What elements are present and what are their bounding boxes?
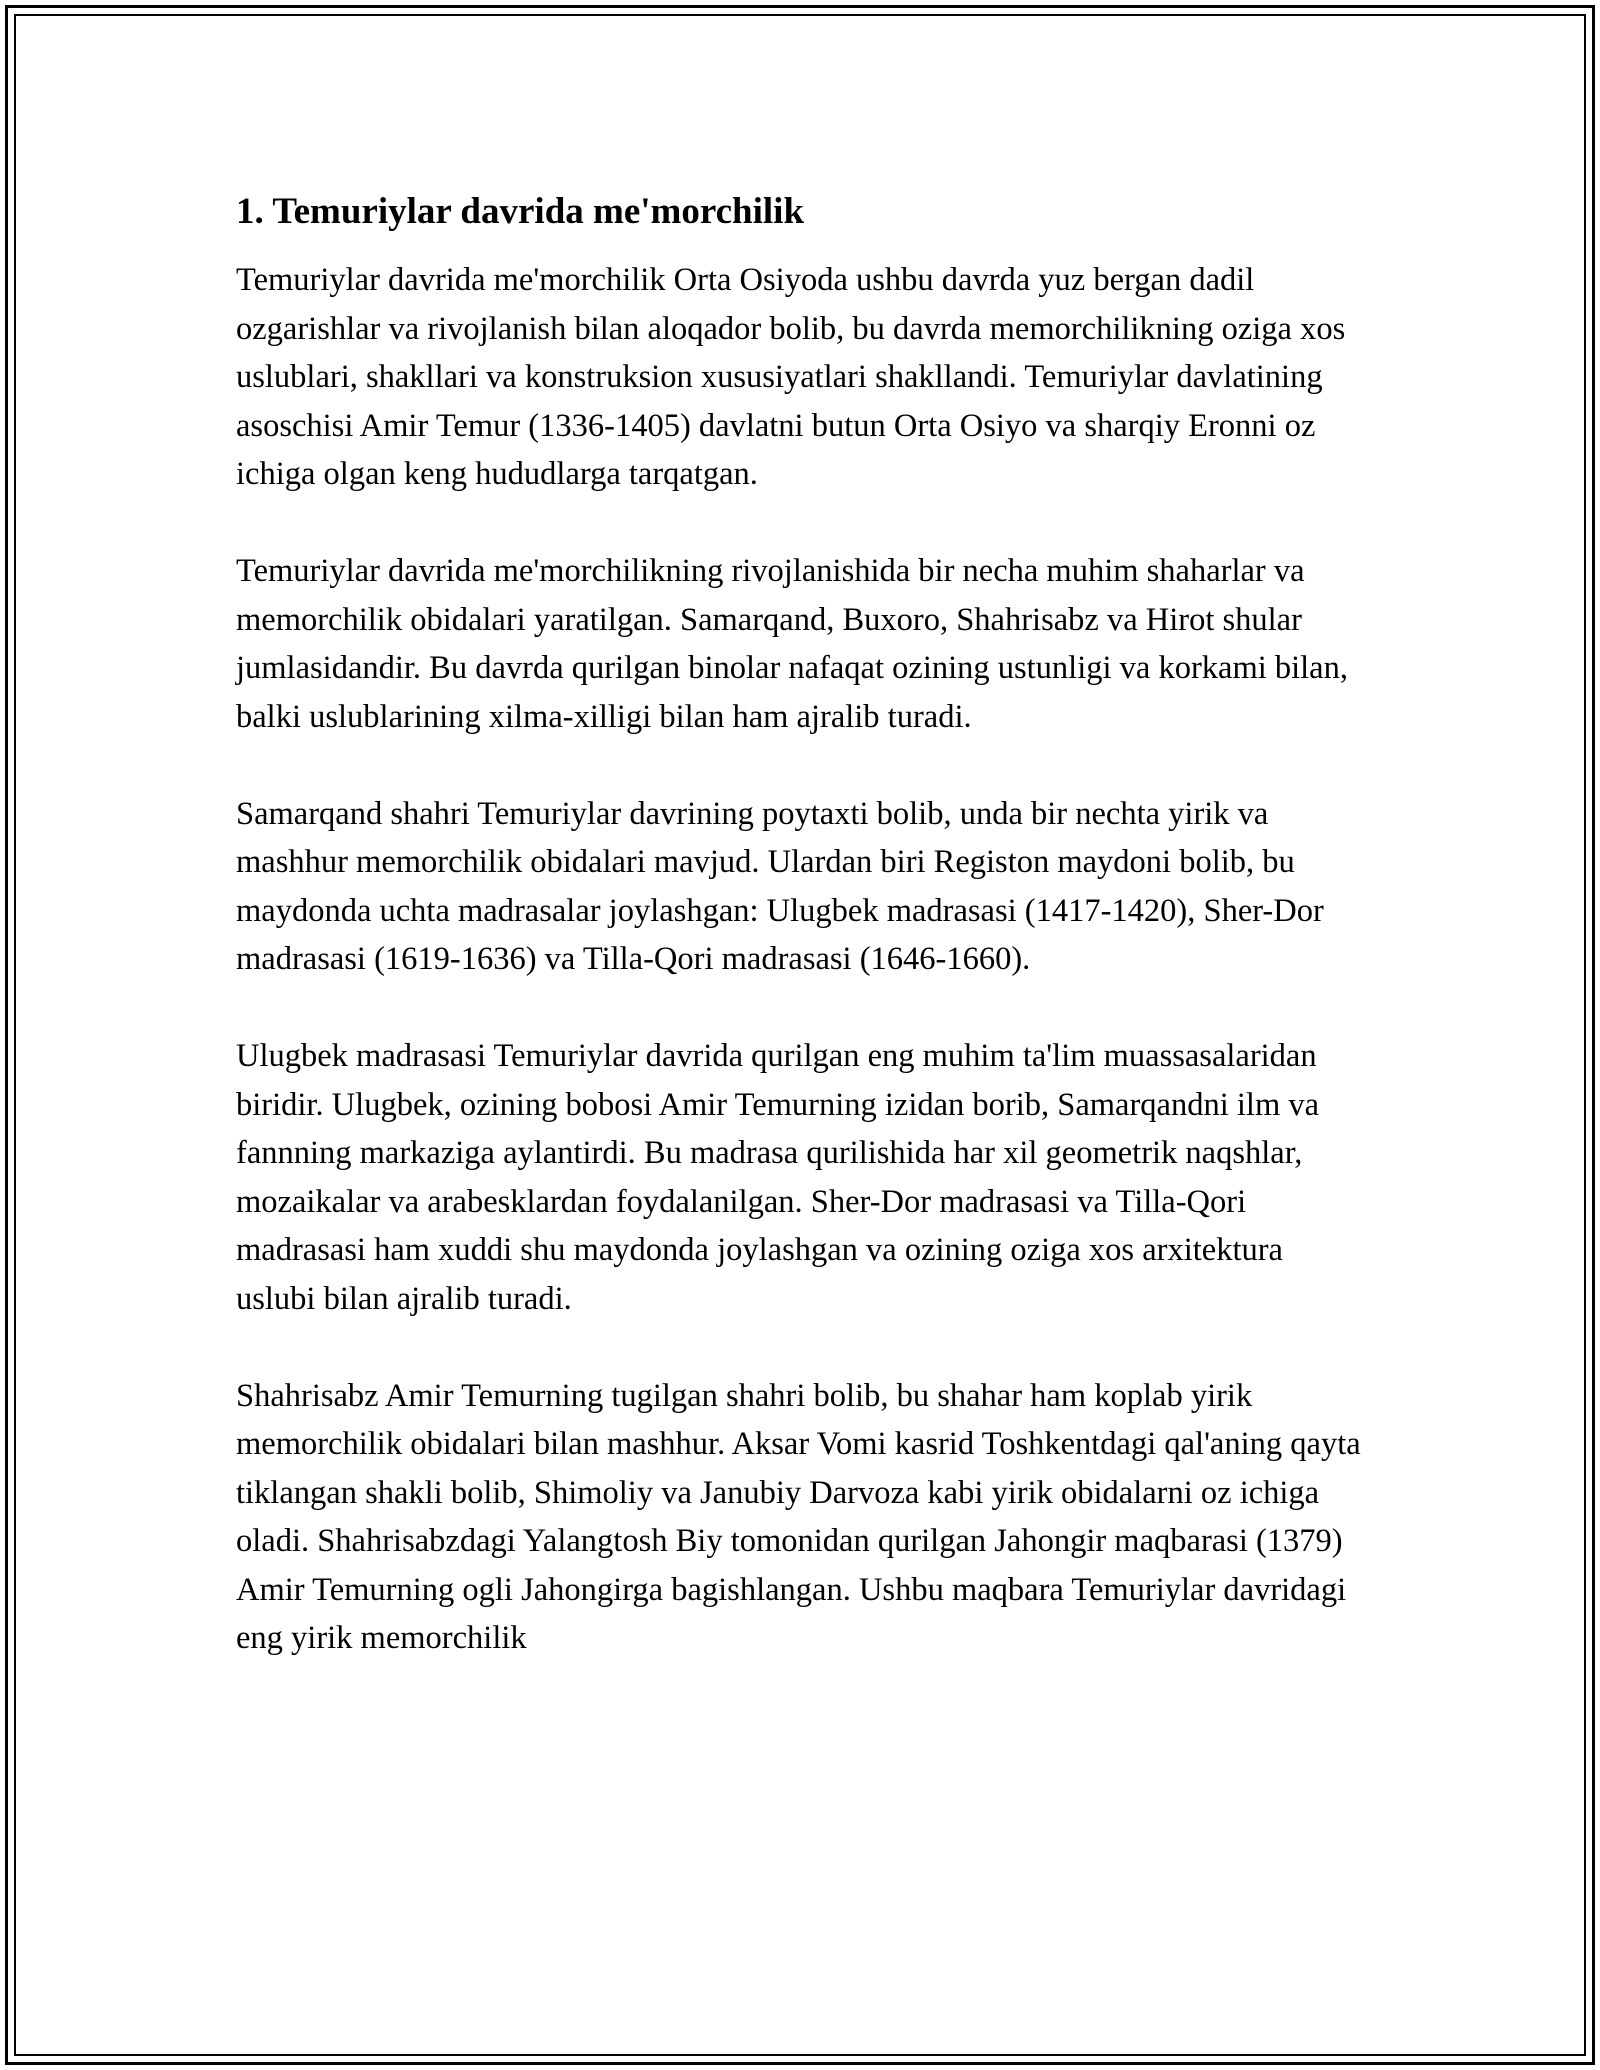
paragraph-2: Temuriylar davrida me'morchilikning rivojlanishida bir necha muhim shaharlar va memorchilik obidalari yaratilgan. Samarqand, Buxoro, Shahrisabz va Hirot shular jumlasidandir. Bu davrda qurilgan binolar nafaqat ozining ustunligi va korkami bilan, balki uslublarining xilma-xilligi bilan ham ajralib turadi. bbox=[236, 553, 1348, 735]
section-heading: 1. Temuriylar davrida me'morchilik bbox=[236, 191, 805, 232]
paragraph-3: Samarqand shahri Temuriylar davrining poytaxti bolib, unda bir nechta yirik va mashhur memorchilik obidalari mavjud. Ulardan biri Registon maydoni bolib, bu maydonda uchta madrasalar joylashgan: Ulugbek madrasasi (1417-1420), Sher-Dor madrasasi (1619-1636) va Tilla-Qori madrasasi (1646-1660). bbox=[236, 795, 1324, 977]
document-body bbox=[236, 188, 1366, 1711]
paragraph-4: Ulugbek madrasasi Temuriylar davrida qurilgan eng muhim ta'lim muassasalaridan biridir. Ulugbek, ozining bobosi Amir Temurning izidan borib, Samarqandni ilm va fannning markaziga aylantirdi. Bu madrasa qurilishida har xil geometrik naqshlar, mozaikalar va arabesklardan foydalanilgan. Sher-Dor madrasasi va Tilla-Qori madrasasi ham xuddi shu maydonda joylashgan va ozining oziga xos arxitektura uslubi bilan ajralib turadi. bbox=[236, 1038, 1320, 1317]
paragraph-1: Temuriylar davrida me'morchilik Orta Osiyoda ushbu davrda yuz bergan dadil ozgarishlar va rivojlanish bilan aloqador bolib, bu davrda memorchilikning oziga xos uslublari, shakllari va konstruksion xususiyatlari shakllandi. Temuriylar davlatining asoschisi Amir Temur (1336-1405) davlatni butun Orta Osiyo va sharqiy Eronni oz ichiga olgan keng hududlarga tarqatgan. bbox=[236, 262, 1346, 492]
paragraph-5: Shahrisabz Amir Temurning tugilgan shahri bolib, bu shahar ham koplab yirik memorchilik obidalari bilan mashhur. Aksar Vomi kasrid Toshkentdagi qal'aning qayta tiklangan shakli bolib, Shimoliy va Janubiy Darvoza kabi yirik obidalarni oz ichiga oladi. Shahrisabzdagi Yalangtosh Biy tomonidan qurilgan Jahongir maqbarasi (1379) Amir Temurning ogli Jahongirga bagishlangan. Ushbu maqbara Temuriylar davridagi eng yirik memorchilik bbox=[236, 1377, 1361, 1656]
